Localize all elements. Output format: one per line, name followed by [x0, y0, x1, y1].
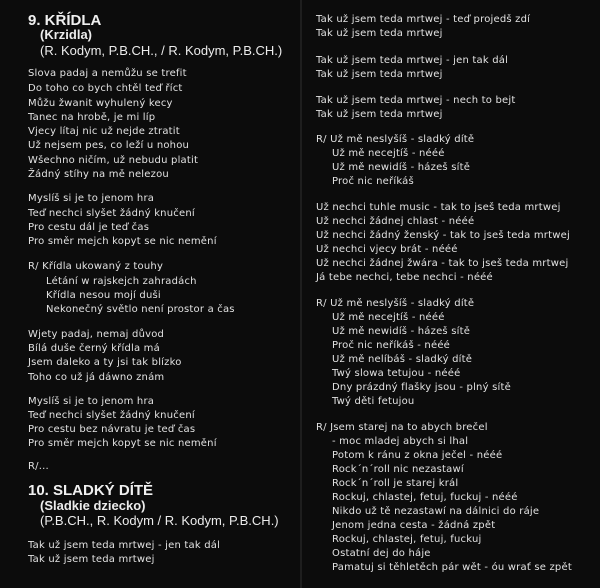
lyric-line: Křídla nesou mojí duši	[46, 290, 161, 301]
lyric-line: Tak už jsem teda mrtwej	[316, 69, 443, 80]
lyric-line: Wjety padaj, nemaj důvod	[28, 329, 165, 340]
lyric-line: Pro cestu bez návratu je teď čas	[28, 424, 196, 435]
lyric-line: Proč nic neříkáš - nééé	[332, 340, 451, 351]
lyric-line: Ostatní dej do háje	[332, 548, 431, 559]
lyric-line: Tak už jsem teda mrtwej	[28, 554, 155, 565]
lyric-line: Pro směr mejch kopyt se nic nemění	[28, 236, 217, 247]
lyric-line: Tak už jsem teda mrtwej - teď projedš zdí	[316, 14, 531, 25]
lyric-line: Nikdo už tě nezastawí na dálnici do ráje	[332, 506, 540, 517]
lyric-line: Už nechci žádný ženský - tak to jseš teda mrtwej	[316, 230, 570, 241]
lyric-line: Tanec na hrobě, je mi líp	[28, 112, 156, 123]
lyric-line: Pamatuj si těhletěch pár wět - óu wrať se zpět	[332, 562, 572, 573]
column-divider	[300, 0, 302, 588]
lyric-line: Twý slowa tetujou - nééé	[332, 368, 461, 379]
lyric-line: Už nejsem pes, co leží u nohou	[28, 140, 190, 151]
lyric-line: Už nechci tuhle music - tak to jseš teda mrtwej	[316, 202, 561, 213]
lyric-line: Rockuj, chlastej, fetuj, fuckuj	[332, 534, 482, 545]
lyric-line: Vjecy lítaj nic už nejde ztratit	[28, 126, 180, 137]
lyric-line: Wšechno ničím, už nebudu platit	[28, 155, 199, 166]
song-9-subtitle: (Krzidla)	[40, 27, 92, 42]
song-10-title: 10. SLADKÝ DÍTĚ	[28, 482, 154, 499]
lyric-line: Rockuj, chlastej, fetuj, fuckuj - nééé	[332, 492, 518, 503]
lyric-line: R/ Už mě neslyšíš - sladký dítě	[316, 298, 475, 309]
lyric-line: R/ Jsem starej na to abych brečel	[316, 422, 488, 433]
song-9-credits: (R. Kodym, P.B.CH., / R. Kodym, P.B.CH.)	[40, 43, 283, 58]
lyric-line: Slova padaj a nemůžu se trefit	[28, 68, 187, 79]
lyric-line: Už nechci vjecy brát - nééé	[316, 244, 458, 255]
lyric-line: Teď nechci slyšet žádný knučení	[28, 208, 195, 219]
lyric-line: Už nechci žádnej chlast - nééé	[316, 216, 475, 227]
lyric-line: Pro směr mejch kopyt se nic nemění	[28, 438, 217, 449]
lyric-line: Tak už jsem teda mrtwej - jen tak dál	[316, 55, 509, 66]
lyric-line: Já tebe nechci, tebe nechci - nééé	[316, 272, 493, 283]
lyric-line: Proč nic neříkáš	[332, 176, 414, 187]
lyric-line: Tak už jsem teda mrtwej - nech to bejt	[316, 95, 516, 106]
lyric-line: Už mě necejtíš - nééé	[332, 312, 445, 323]
lyric-line: Tak už jsem teda mrtwej - jen tak dál	[28, 540, 221, 551]
song-10-subtitle: (Sladkie dziecko)	[40, 498, 146, 513]
lyric-line: Už mě nelíbáš - sladký dítě	[332, 354, 473, 365]
lyric-line: Dny prázdný flašky jsou - plný sítě	[332, 382, 511, 393]
lyric-line: Twý děti fetujou	[332, 396, 415, 407]
lyric-line: Myslíš si je to jenom hra	[28, 396, 155, 407]
lyric-line: R/ Už mě neslyšíš - sladký dítě	[316, 134, 475, 145]
lyric-line: Teď nechci slyšet žádný knučení	[28, 410, 195, 421]
song-9-title: 9. KŘÍDLA	[28, 12, 102, 29]
song-10-credits: (P.B.CH., R. Kodym / R. Kodym, P.B.CH.)	[40, 513, 279, 528]
lyric-line: Pro cestu dál je teď čas	[28, 222, 150, 233]
lyric-line: Už mě newidíš - házeš sítě	[332, 326, 471, 337]
lyric-line: - moc mladej abych si lhal	[332, 436, 469, 447]
lyric-line: R/...	[28, 461, 49, 472]
lyric-line: R/ Křídla ukowaný z touhy	[28, 261, 164, 272]
lyric-line: Žádný stíhy na mě nelezou	[28, 169, 169, 180]
lyric-line: Už nechci žádnej žwára - tak to jseš teda mrtwej	[316, 258, 569, 269]
lyric-line: Toho co už já dáwno znám	[28, 372, 165, 383]
lyric-line: Tak už jsem teda mrtwej	[316, 109, 443, 120]
lyric-line: Potom k ránu z okna ječel - nééé	[332, 450, 503, 461]
lyric-line: Jsem daleko a ty jsi tak blízko	[28, 357, 182, 368]
lyric-line: Do toho co bych chtěl teď říct	[28, 83, 183, 94]
lyric-line: Už mě necejtíš - nééé	[332, 148, 445, 159]
lyric-line: Létání w rajskejch zahradách	[46, 276, 197, 287]
lyric-line: Myslíš si je to jenom hra	[28, 193, 155, 204]
lyric-line: Tak už jsem teda mrtwej	[316, 28, 443, 39]
lyric-line: Jenom jedna cesta - žádná zpět	[332, 520, 496, 531]
lyric-line: Bílá duše černý křídla má	[28, 343, 160, 354]
lyric-line: Můžu žwanit wyhulený kecy	[28, 98, 173, 109]
lyric-line: Nekonečný světlo není prostor a čas	[46, 304, 235, 315]
lyric-line: Rock´n´roll nic nezastawí	[332, 464, 464, 475]
lyric-line: Už mě newidíš - házeš sítě	[332, 162, 471, 173]
lyric-line: Rock´n´roll je starej král	[332, 478, 459, 489]
